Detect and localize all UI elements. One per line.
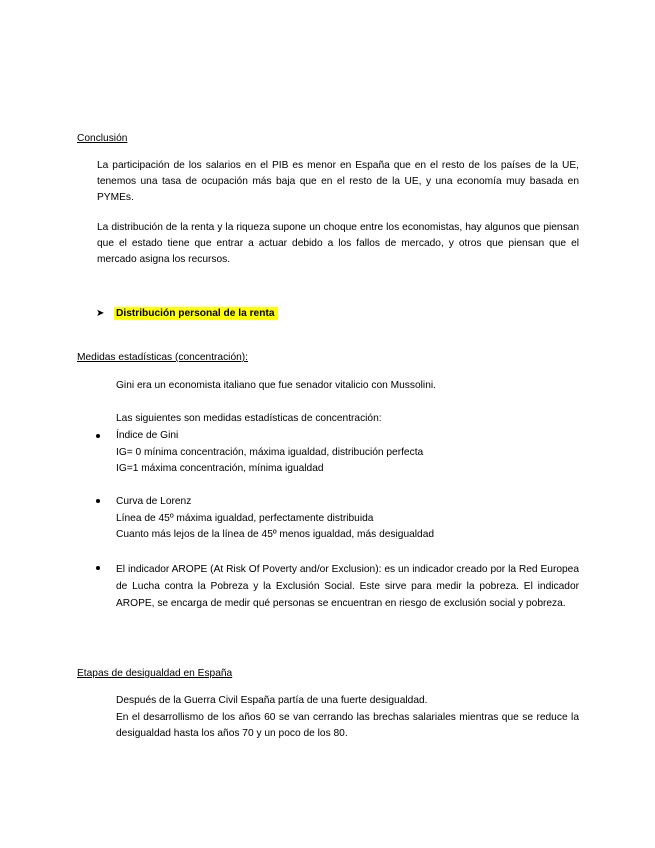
- lorenz-line-2: Cuanto más lejos de la línea de 45º menos igualdad, más desigualdad: [116, 529, 435, 540]
- gini-note: Gini era un economista italiano que fue senador vitalicio con Mussolini.: [116, 380, 436, 391]
- conclusion-heading: Conclusión: [77, 133, 128, 144]
- conclusion-paragraph-2: La distribución de la renta y la riqueza supone un choque entre los economistas, hay algunos que piensan que el estado tiene que entrar a actuar debido a los fallos de mercado, y otros que piensan que el mercado asigna los recursos.: [97, 222, 579, 265]
- lorenz-title: Curva de Lorenz: [116, 496, 192, 507]
- gini-title: Índice de Gini: [116, 430, 179, 441]
- bullet-icon: [96, 434, 100, 438]
- gini-line-2: IG=1 máxima concentración, mínima igualdad: [116, 463, 324, 474]
- stages-heading: Etapas de desigualdad en España: [77, 668, 233, 679]
- arope-paragraph: El indicador AROPE (At Risk Of Poverty and/or Exclusion): es un indicador creado por la Red Europea de Lucha contra la Pobreza y la Exclusión Social. Este sirve para medir la pobreza. El indicador AROPE, se encarga de medir qué personas se encuentran en riesgo de exclusión social y pobreza.: [116, 564, 579, 609]
- bullet-icon: [96, 499, 100, 503]
- bullet-icon: [96, 566, 100, 570]
- section-title: [114, 306, 278, 322]
- arrow-bullet-icon: ➤: [96, 308, 105, 319]
- gini-line-1: IG= 0 mínima concentración, máxima igualdad, distribución perfecta: [116, 447, 424, 458]
- measures-intro: Las siguientes son medidas estadísticas de concentración:: [116, 413, 382, 424]
- stages-line-2: En el desarrollismo de los años 60 se van cerrando las brechas salariales mientras que se reduce la desigualdad hasta los años 70 y un poco de los 80.: [116, 712, 579, 739]
- section-title-highlight: Distribución personal de la renta: [114, 307, 278, 320]
- stages-line-1: Después de la Guerra Civil España partía de una fuerte desigualdad.: [116, 695, 428, 706]
- lorenz-line-1: Línea de 45º máxima igualdad, perfectamente distribuida: [116, 513, 374, 524]
- conclusion-paragraph-1: La participación de los salarios en el PIB es menor en España que en el resto de los países de la UE, tenemos una tasa de ocupación más baja que en el resto de la UE, y una economía muy basada en PYMEs.: [97, 160, 579, 203]
- measures-heading: Medidas estadísticas (concentración):: [77, 352, 249, 363]
